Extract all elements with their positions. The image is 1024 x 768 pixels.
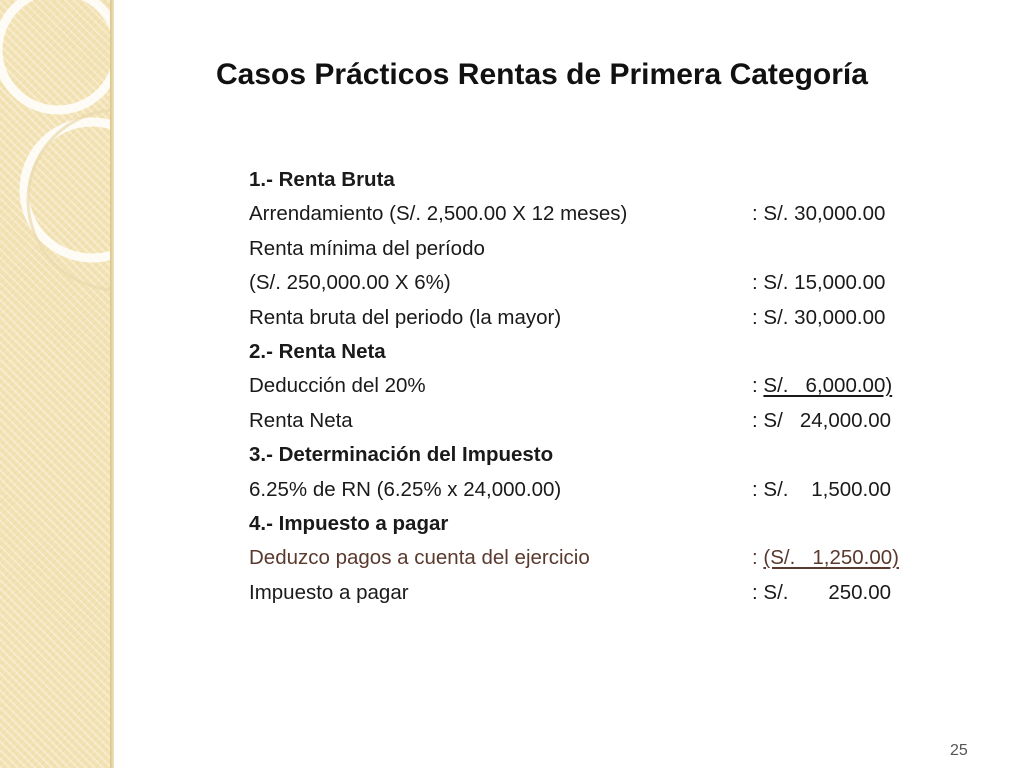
- row-value: [752, 541, 899, 575]
- row-label: Deducción del 20%: [249, 374, 426, 398]
- side-panel-edge: [110, 0, 114, 768]
- value-separator: :: [752, 408, 764, 432]
- row-label: Deduzco pagos a cuenta del ejercicio: [249, 546, 590, 570]
- value-separator: :: [752, 271, 764, 295]
- row-value: [752, 266, 885, 300]
- section-heading-impuesto-pagar: [249, 507, 969, 541]
- section-heading-renta-bruta: [249, 163, 969, 197]
- page-number: 25: [950, 742, 968, 759]
- value-separator: :: [752, 305, 764, 329]
- row-label: 2.- Renta Neta: [249, 339, 386, 363]
- value-separator: :: [752, 477, 764, 501]
- row-impuesto-calc: [249, 473, 969, 507]
- row-value: [752, 301, 885, 335]
- row-renta-neta: [249, 404, 969, 438]
- value-amount-underlined: (S/. 1,250.00): [763, 546, 900, 570]
- row-value: [752, 473, 891, 507]
- value-separator: :: [752, 202, 764, 226]
- row-value: [752, 197, 885, 231]
- value-amount: S/. 250.00: [763, 580, 892, 604]
- row-label: 6.25% de RN (6.25% x 24,000.00): [249, 477, 562, 501]
- row-renta-minima-calc: [249, 266, 969, 300]
- decorative-side-panel: [0, 0, 110, 768]
- value-separator: :: [752, 580, 764, 604]
- row-deduccion: [249, 369, 969, 403]
- value-amount: S/ 24,000.00: [763, 408, 892, 432]
- row-pagos-a-cuenta: [249, 541, 969, 575]
- row-label: 3.- Determinación del Impuesto: [249, 443, 554, 467]
- row-label: Impuesto a pagar: [249, 580, 409, 604]
- row-value: [752, 404, 891, 438]
- row-label: (S/. 250,000.00 X 6%): [249, 271, 451, 295]
- decorative-circles: [0, 0, 110, 768]
- row-renta-minima: [249, 232, 969, 266]
- row-value: [752, 369, 892, 403]
- row-label: Renta mínima del período: [249, 236, 485, 260]
- value-separator: :: [752, 546, 764, 570]
- row-label: Renta bruta del periodo (la mayor): [249, 305, 562, 329]
- row-label: 4.- Impuesto a pagar: [249, 511, 449, 535]
- row-value: [752, 576, 891, 610]
- section-heading-renta-neta: [249, 335, 969, 369]
- value-separator: :: [752, 374, 764, 398]
- value-amount: S/. 30,000.00: [763, 202, 886, 226]
- row-label: Arrendamiento (S/. 2,500.00 X 12 meses): [249, 202, 628, 226]
- row-label: Renta Neta: [249, 408, 353, 432]
- row-label: 1.- Renta Bruta: [249, 168, 395, 191]
- value-amount: S/. 1,500.00: [763, 477, 892, 501]
- value-amount: S/. 30,000.00: [763, 305, 886, 329]
- slide-title: Casos Prácticos Rentas de Primera Categoría: [216, 58, 868, 91]
- row-renta-bruta-periodo: [249, 301, 969, 335]
- section-heading-determinacion: [249, 438, 969, 472]
- row-arrendamiento: [249, 197, 969, 231]
- value-amount: S/. 15,000.00: [763, 271, 886, 295]
- row-impuesto-a-pagar: [249, 576, 969, 610]
- calculation-list: [249, 163, 969, 610]
- value-amount-underlined: S/. 6,000.00): [763, 374, 893, 398]
